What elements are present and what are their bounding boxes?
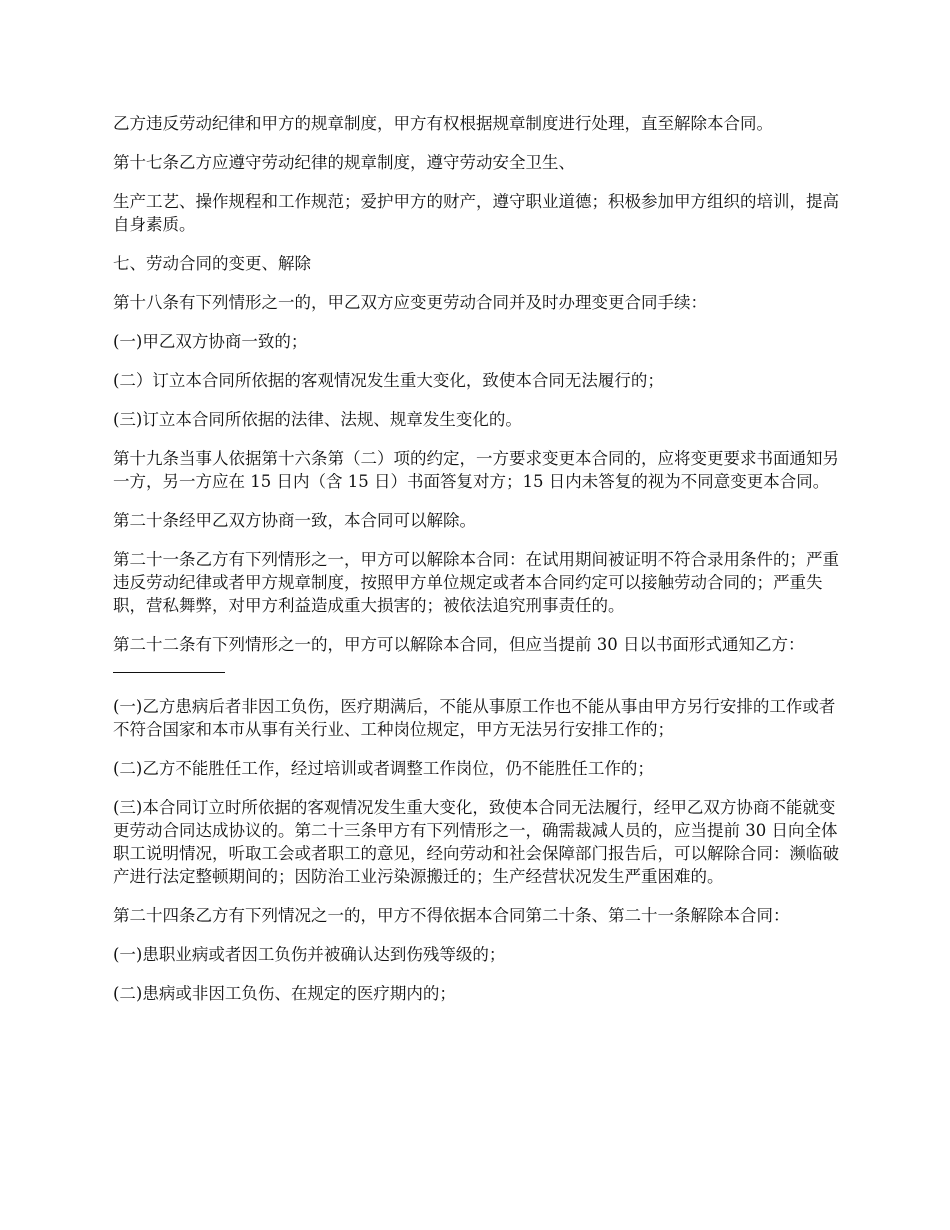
list-item: (一)患职业病或者因工负伤并被确认达到伤残等级的；	[113, 945, 506, 964]
paragraph-with-blank	[113, 633, 843, 679]
list-item: (二)乙方不能胜任工作，经过培训或者调整工作岗位，仍不能胜任工作的；	[113, 759, 654, 778]
paragraph: 生产工艺、操作规程和工作规范；爱护甲方的财产，遵守职业道德；积极参加甲方组织的培训，提高自身素质。	[113, 192, 839, 234]
document-body	[113, 112, 843, 1021]
list-item: (三)订立本合同所依据的法律、法规、规章发生变化的。	[113, 410, 522, 429]
paragraph: 第十七条乙方应遵守劳动纪律的规章制度，遵守劳动安全卫生、	[113, 153, 575, 172]
section-heading: 七、劳动合同的变更、解除	[113, 254, 311, 273]
list-item: (二）订立本合同所依据的客观情况发生重大变化，致使本合同无法履行的；	[113, 371, 664, 390]
fill-in-blank	[113, 656, 225, 673]
list-item: (三)本合同订立时所依据的客观情况发生重大变化，致使本合同无法履行，经甲乙双方协商不能就变更劳动合同达成协议的。第二十三条甲方有下列情形之一，确需裁减人员的，应当提前 30 日向全体职工说明情况，听取工会或者职工的意见，经向劳动和社会保障部门报告后，可以解除合同：濒临破产进行法定整顿期间的；因防治工业污染源搬迁的；生产经营状况发生严重困难的。	[113, 798, 839, 886]
paragraph: 第二十四条乙方有下列情况之一的，甲方不得依据本合同第二十条、第二十一条解除本合同：	[113, 906, 790, 925]
paragraph: 第十九条当事人依据第十六条第（二）项的约定，一方要求变更本合同的，应将变更要求书面通知另一方，另一方应在 15 日内（含 15 日）书面答复对方；15 日内未答复的视为不同意变更本合同。	[113, 449, 839, 491]
paragraph: 乙方违反劳动纪律和甲方的规章制度，甲方有权根据规章制度进行处理，直至解除本合同。	[113, 114, 773, 133]
list-item: (一)甲乙双方协商一致的；	[113, 332, 308, 351]
list-item: (二)患病或非因工负伤、在规定的医疗期内的；	[113, 984, 456, 1003]
paragraph-text: 第二十二条有下列情形之一的，甲方可以解除本合同，但应当提前 30 日以书面形式通知乙方：	[113, 635, 805, 654]
paragraph: 第二十一条乙方有下列情形之一，甲方可以解除本合同：在试用期间被证明不符合录用条件的；严重违反劳动纪律或者甲方规章制度，按照甲方单位规定或者本合同约定可以接触劳动合同的；严重失职，营私舞弊，对甲方利益造成重大损害的；被依法追究刑事责任的。	[113, 550, 839, 615]
paragraph: 第二十条经甲乙双方协商一致，本合同可以解除。	[113, 511, 476, 530]
paragraph: 第十八条有下列情形之一的，甲乙双方应变更劳动合同并及时办理变更合同手续：	[113, 293, 707, 312]
list-item: (一)乙方患病后者非因工负伤，医疗期满后，不能从事原工作也不能从事由甲方另行安排的工作或者不符合国家和本市从事有关行业、工种岗位规定，甲方无法另行安排工作的；	[113, 697, 836, 739]
